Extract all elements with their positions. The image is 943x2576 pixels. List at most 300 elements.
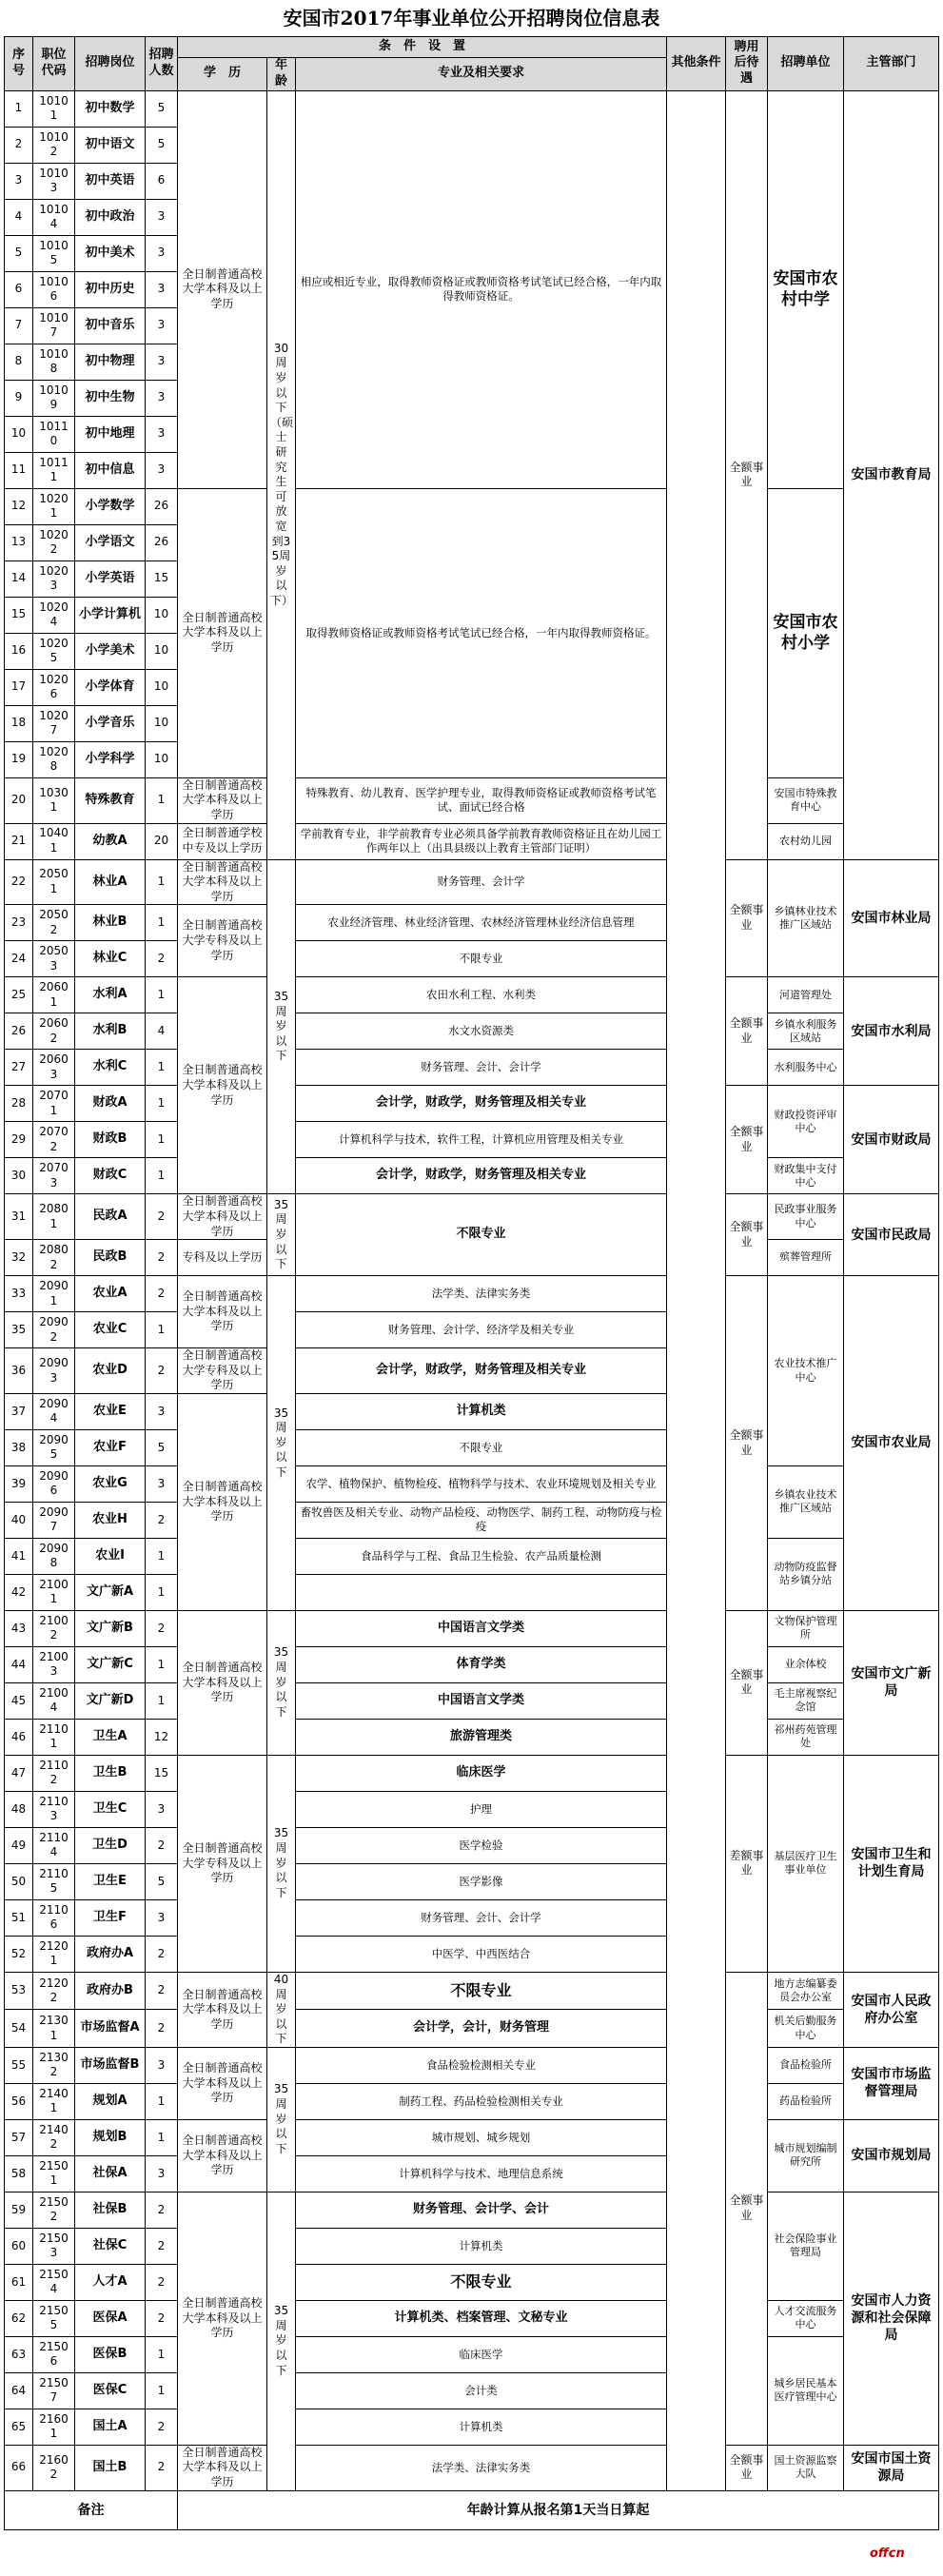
table-row: [5, 1755, 939, 1791]
cell-code: 10109: [33, 380, 75, 416]
cell-post: 农业H: [75, 1502, 146, 1538]
cell-seq: 20: [5, 777, 33, 823]
cell-code: 21501: [33, 2155, 75, 2192]
table-row: [5, 1050, 939, 1086]
cell-post: 卫生C: [75, 1791, 146, 1827]
cell-unit: 乡镇水利服务区域站: [768, 1013, 844, 1050]
cell-post: 农业F: [75, 1429, 146, 1465]
cell-code: 21004: [33, 1682, 75, 1719]
cell-code: 21101: [33, 1719, 75, 1755]
cell-code: 10110: [33, 416, 75, 452]
cell-count: 10: [146, 741, 178, 777]
cell-code: 20906: [33, 1465, 75, 1502]
cell-count: 1: [146, 2372, 178, 2409]
cell-maj: 计算机类: [296, 1393, 667, 1429]
cell-post: 农业I: [75, 1538, 146, 1574]
header-other: 其他条件: [667, 37, 726, 91]
cell-seq: 30: [5, 1158, 33, 1194]
header-seq: 序号: [5, 37, 33, 91]
cell-edu: 专科及以上学历: [178, 1240, 267, 1276]
cell-post: 医保A: [75, 2300, 146, 2336]
cell-unit: 基层医疗卫生事业单位: [768, 1755, 844, 1972]
cell-seq: 48: [5, 1791, 33, 1827]
cell-seq: 51: [5, 1899, 33, 1936]
cell-nat: 全额事业: [726, 90, 768, 859]
cell-age: 35周岁以下: [267, 859, 296, 1194]
cell-nat: 全额事业: [726, 1086, 768, 1194]
table-row: [5, 1086, 939, 1122]
cell-edu: 全日制普通高校大学专科及以上学历: [178, 1755, 267, 1972]
cell-post: 初中数学: [75, 90, 146, 127]
table-row: [5, 2300, 939, 2336]
cell-code: 10301: [33, 777, 75, 823]
cell-nat: 全额事业: [726, 1194, 768, 1276]
cell-count: 3: [146, 271, 178, 307]
cell-age: 30周岁以下（硕士研究生可放宽到35周岁以下）: [267, 90, 296, 859]
cell-count: 26: [146, 524, 178, 560]
cell-maj: 财务管理、会计、会计学: [296, 1899, 667, 1936]
cell-post: 财政C: [75, 1158, 146, 1194]
cell-post: 初中英语: [75, 163, 146, 199]
cell-nat: 全额事业: [726, 1276, 768, 1611]
cell-code: 21503: [33, 2228, 75, 2264]
cell-edu: 全日制普通高校大学本科及以上学历: [178, 1393, 267, 1610]
cell-code: 20907: [33, 1502, 75, 1538]
cell-post: 小学数学: [75, 488, 146, 524]
cell-unit: 人才交流服务中心: [768, 2300, 844, 2336]
cell-count: 1: [146, 2083, 178, 2119]
cell-seq: 28: [5, 1086, 33, 1122]
cell-code: 10105: [33, 235, 75, 271]
cell-dept: 安国市教育局: [844, 90, 939, 859]
cell-count: 2: [146, 1502, 178, 1538]
header-nature: 聘用后待遇: [726, 37, 768, 91]
cell-count: 12: [146, 1719, 178, 1755]
table-row: [5, 1610, 939, 1646]
cell-seq: 59: [5, 2192, 33, 2228]
cell-post: 社保B: [75, 2192, 146, 2228]
cell-count: 2: [146, 2010, 178, 2047]
cell-post: 卫生F: [75, 1899, 146, 1936]
cell-maj: 护理: [296, 1791, 667, 1827]
cell-maj: 财务管理、会计学、会计: [296, 2192, 667, 2228]
cell-edu: 全日制普通高校大学本科及以上学历: [178, 2119, 267, 2192]
cell-maj: 法学类、法律实务类: [296, 1276, 667, 1312]
table-row: [5, 859, 939, 905]
cell-count: 3: [146, 1791, 178, 1827]
cell-seq: 1: [5, 90, 33, 127]
cell-seq: 63: [5, 2336, 33, 2372]
cell-code: 10205: [33, 633, 75, 669]
cell-seq: 33: [5, 1276, 33, 1312]
table-row: [5, 1538, 939, 1574]
cell-seq: 11: [5, 452, 33, 488]
table-row: [5, 777, 939, 823]
cell-count: 15: [146, 1755, 178, 1791]
cell-count: 2: [146, 2409, 178, 2445]
cell-count: 1: [146, 1050, 178, 1086]
cell-unit: 地方志编纂委员会办公室: [768, 1972, 844, 2009]
cell-edu: 全日制普通学校中专及以上学历: [178, 823, 267, 859]
header-unit: 招聘单位: [768, 37, 844, 91]
cell-unit: 动物防疫监督站乡镇分站: [768, 1538, 844, 1610]
cell-code: 21506: [33, 2336, 75, 2372]
cell-maj: 特殊教育、幼儿教育、医学护理专业，取得教师资格证或教师资格考试笔试、面试已经合格: [296, 777, 667, 823]
cell-code: 20503: [33, 941, 75, 977]
cell-unit: 祁州药苑管理处: [768, 1719, 844, 1755]
cell-count: 1: [146, 1646, 178, 1682]
cell-maj: 临床医学: [296, 1755, 667, 1791]
cell-code: 21104: [33, 1827, 75, 1863]
cell-oth: [667, 90, 726, 2490]
cell-seq: 39: [5, 1465, 33, 1502]
cell-code: 10108: [33, 344, 75, 380]
cell-seq: 25: [5, 977, 33, 1013]
cell-unit: 机关后勤服务中心: [768, 2010, 844, 2047]
cell-count: 10: [146, 669, 178, 705]
cell-unit: 乡镇农业技术推广区域站: [768, 1465, 844, 1538]
cell-seq: 43: [5, 1610, 33, 1646]
cell-edu: 全日制普通高校大学本科及以上学历: [178, 2192, 267, 2445]
cell-maj: 计算机类: [296, 2228, 667, 2264]
cell-seq: 9: [5, 380, 33, 416]
cell-maj: 体育学类: [296, 1646, 667, 1682]
cell-code: 20701: [33, 1086, 75, 1122]
cell-code: 20905: [33, 1429, 75, 1465]
cell-seq: 4: [5, 199, 33, 235]
cell-edu: 全日制普通高校大学本科及以上学历: [178, 977, 267, 1194]
cell-unit: 社会保险事业管理局: [768, 2192, 844, 2300]
cell-seq: 32: [5, 1240, 33, 1276]
cell-edu: 全日制普通高校大学专科及以上学历: [178, 1348, 267, 1394]
cell-post: 卫生B: [75, 1755, 146, 1791]
cell-edu: 全日制普通高校大学本科及以上学历: [178, 1610, 267, 1755]
cell-seq: 49: [5, 1827, 33, 1863]
cell-seq: 27: [5, 1050, 33, 1086]
cell-post: 小学科学: [75, 741, 146, 777]
cell-seq: 13: [5, 524, 33, 560]
cell-count: 2: [146, 1194, 178, 1240]
cell-edu: 全日制普通高校大学本科及以上学历: [178, 859, 267, 905]
cell-post: 卫生E: [75, 1863, 146, 1899]
cell-unit: 国土资源监察大队: [768, 2445, 844, 2490]
cell-seq: 6: [5, 271, 33, 307]
cell-code: 20603: [33, 1050, 75, 1086]
cell-dept: 安国市人力资源和社会保障局: [844, 2192, 939, 2445]
cell-count: 3: [146, 380, 178, 416]
cell-code: 10207: [33, 705, 75, 741]
cell-count: 2: [146, 1348, 178, 1394]
cell-code: 20908: [33, 1538, 75, 1574]
cell-count: 10: [146, 633, 178, 669]
cell-count: 1: [146, 2336, 178, 2372]
cell-code: 10208: [33, 741, 75, 777]
cell-code: 21201: [33, 1936, 75, 1972]
cell-count: 3: [146, 344, 178, 380]
cell-edu: 全日制普通高校大学本科及以上学历: [178, 90, 267, 488]
cell-code: 20901: [33, 1276, 75, 1312]
cell-maj: 中医学、中西医结合: [296, 1936, 667, 1972]
cell-count: 1: [146, 977, 178, 1013]
cell-post: 社保C: [75, 2228, 146, 2264]
cell-post: 初中语文: [75, 127, 146, 163]
cell-code: 21402: [33, 2119, 75, 2155]
cell-post: 规划B: [75, 2119, 146, 2155]
cell-seq: 57: [5, 2119, 33, 2155]
cell-unit: 农业技术推广中心: [768, 1276, 844, 1466]
cell-seq: 19: [5, 741, 33, 777]
cell-maj: 会计学，会计，财务管理: [296, 2010, 667, 2047]
cell-post: 人才A: [75, 2264, 146, 2300]
cell-dept: 安国市农业局: [844, 1276, 939, 1611]
cell-post: 国土B: [75, 2445, 146, 2490]
cell-count: 3: [146, 2047, 178, 2083]
cell-count: 4: [146, 1013, 178, 1050]
cell-post: 初中物理: [75, 344, 146, 380]
cell-code: 20502: [33, 905, 75, 941]
cell-seq: 29: [5, 1122, 33, 1158]
cell-seq: 58: [5, 2155, 33, 2192]
cell-seq: 42: [5, 1574, 33, 1610]
cell-maj: 食品科学与工程、食品卫生检验、农产品质量检测: [296, 1538, 667, 1574]
cell-maj: 计算机类: [296, 2409, 667, 2445]
cell-code: 10206: [33, 669, 75, 705]
cell-unit: 财政投资评审中心: [768, 1086, 844, 1158]
cell-seq: 38: [5, 1429, 33, 1465]
cell-count: 1: [146, 905, 178, 941]
cell-unit: 药品检验所: [768, 2083, 844, 2119]
cell-count: 1: [146, 2119, 178, 2155]
cell-maj: 中国语言文学类: [296, 1682, 667, 1719]
cell-count: 10: [146, 705, 178, 741]
header-code: 职位代码: [33, 37, 75, 91]
cell-nat: 全额事业: [726, 2445, 768, 2490]
cell-code: 20802: [33, 1240, 75, 1276]
cell-seq: 5: [5, 235, 33, 271]
cell-post: 市场监督B: [75, 2047, 146, 2083]
cell-post: 民政B: [75, 1240, 146, 1276]
cell-edu: 全日制普通高校大学本科及以上学历: [178, 488, 267, 777]
cell-maj: 不限专业: [296, 1194, 667, 1276]
cell-count: 6: [146, 163, 178, 199]
cell-count: 1: [146, 1682, 178, 1719]
cell-seq: 8: [5, 344, 33, 380]
cell-count: 3: [146, 1465, 178, 1502]
cell-seq: 15: [5, 597, 33, 633]
cell-post: 卫生A: [75, 1719, 146, 1755]
cell-count: 1: [146, 1158, 178, 1194]
cell-count: 3: [146, 235, 178, 271]
cell-count: 2: [146, 2192, 178, 2228]
header-major: 专业及相关要求: [296, 58, 667, 91]
cell-count: 10: [146, 597, 178, 633]
cell-count: 1: [146, 859, 178, 905]
note-label: 备注: [5, 2490, 178, 2529]
cell-code: 20801: [33, 1194, 75, 1240]
cell-unit: 城乡居民基本医疗管理中心: [768, 2336, 844, 2445]
cell-count: 3: [146, 307, 178, 344]
cell-unit: 安国市特殊教育中心: [768, 777, 844, 823]
cell-code: 21602: [33, 2445, 75, 2490]
cell-count: 2: [146, 1276, 178, 1312]
cell-maj: 不限专业: [296, 1429, 667, 1465]
cell-post: 医保B: [75, 2336, 146, 2372]
cell-seq: 24: [5, 941, 33, 977]
cell-seq: 31: [5, 1194, 33, 1240]
cell-maj: 法学类、法律实务类: [296, 2445, 667, 2490]
cell-unit: 业余体校: [768, 1646, 844, 1682]
cell-code: 20703: [33, 1158, 75, 1194]
cell-dept: 安国市卫生和计划生育局: [844, 1755, 939, 1972]
note-text: 年龄计算从报名第1天当日算起: [178, 2490, 939, 2529]
table-row: [5, 488, 939, 524]
cell-post: 初中政治: [75, 199, 146, 235]
cell-maj: 会计学，财政学，财务管理及相关专业: [296, 1086, 667, 1122]
table-row: [5, 1972, 939, 2009]
cell-count: 5: [146, 1429, 178, 1465]
cell-count: 3: [146, 416, 178, 452]
cell-seq: 55: [5, 2047, 33, 2083]
cell-maj: 食品检验检测相关专业: [296, 2047, 667, 2083]
header-post: 招聘岗位: [75, 37, 146, 91]
cell-count: 2: [146, 2445, 178, 2490]
header-dept: 主管部门: [844, 37, 939, 91]
page-title: 安国市2017年事业单位公开招聘岗位信息表: [283, 7, 660, 29]
cell-code: 10102: [33, 127, 75, 163]
header-education: 学 历: [178, 58, 267, 91]
cell-age: 35周岁以下: [267, 1276, 296, 1611]
cell-code: 10111: [33, 452, 75, 488]
cell-seq: 10: [5, 416, 33, 452]
cell-count: 3: [146, 1899, 178, 1936]
cell-code: 20902: [33, 1312, 75, 1348]
cell-unit: 毛主席视察纪念馆: [768, 1682, 844, 1719]
cell-unit: 民政事业服务中心: [768, 1194, 844, 1240]
cell-seq: 61: [5, 2264, 33, 2300]
cell-post: 规划A: [75, 2083, 146, 2119]
cell-dept: 安国市人民政府办公室: [844, 1972, 939, 2047]
cell-maj: 中国语言文学类: [296, 1610, 667, 1646]
cell-dept: 安国市文广新局: [844, 1610, 939, 1755]
cell-post: 小学英语: [75, 560, 146, 597]
cell-post: 医保C: [75, 2372, 146, 2409]
cell-post: 农业D: [75, 1348, 146, 1394]
cell-code: 10104: [33, 199, 75, 235]
cell-code: 10401: [33, 823, 75, 859]
cell-edu: 全日制普通高校大学本科及以上学历: [178, 1972, 267, 2047]
cell-post: 特殊教育: [75, 777, 146, 823]
job-table: [4, 36, 939, 2530]
cell-maj: 计算机类、档案管理、文秘专业: [296, 2300, 667, 2336]
cell-seq: 26: [5, 1013, 33, 1050]
cell-seq: 45: [5, 1682, 33, 1719]
cell-count: 15: [146, 560, 178, 597]
cell-code: 10201: [33, 488, 75, 524]
cell-count: 1: [146, 1574, 178, 1610]
cell-count: 3: [146, 452, 178, 488]
cell-seq: 36: [5, 1348, 33, 1394]
cell-code: 21505: [33, 2300, 75, 2336]
header-conditions: 条 件 设 置: [178, 37, 667, 58]
cell-post: 幼教A: [75, 823, 146, 859]
cell-post: 民政A: [75, 1194, 146, 1240]
cell-code: 21102: [33, 1755, 75, 1791]
cell-seq: 46: [5, 1719, 33, 1755]
cell-maj: 计算机科学与技术，软件工程，计算机应用管理及相关专业: [296, 1122, 667, 1158]
cell-unit: 食品检验所: [768, 2047, 844, 2083]
cell-code: 20601: [33, 977, 75, 1013]
cell-seq: 47: [5, 1755, 33, 1791]
cell-unit: 城市规划编制研究所: [768, 2119, 844, 2192]
cell-post: 水利C: [75, 1050, 146, 1086]
cell-code: 21302: [33, 2047, 75, 2083]
cell-post: 文广新D: [75, 1682, 146, 1719]
cell-seq: 60: [5, 2228, 33, 2264]
cell-count: 1: [146, 1122, 178, 1158]
cell-age: 35周岁以下: [267, 1610, 296, 1755]
cell-maj: 学前教育专业，非学前教育专业必须具备学前教育教师资格证且在幼儿园工作两年以上（出具县级以上教育主管部门证明）: [296, 823, 667, 859]
cell-maj: 畜牧兽医及相关专业、动物产品检疫、动物医学、制药工程、动物防疫与检疫: [296, 1502, 667, 1538]
cell-code: 21601: [33, 2409, 75, 2445]
cell-post: 农业C: [75, 1312, 146, 1348]
cell-post: 卫生D: [75, 1827, 146, 1863]
cell-edu: 全日制普通高校大学本科及以上学历: [178, 1194, 267, 1240]
cell-post: 初中美术: [75, 235, 146, 271]
cell-post: 农业G: [75, 1465, 146, 1502]
cell-unit: 财政集中支付中心: [768, 1158, 844, 1194]
cell-post: 市场监督A: [75, 2010, 146, 2047]
cell-dept: 安国市民政局: [844, 1194, 939, 1276]
cell-edu: 全日制普通高校大学本科及以上学历: [178, 777, 267, 823]
cell-seq: 7: [5, 307, 33, 344]
cell-code: 21103: [33, 1791, 75, 1827]
cell-count: 2: [146, 2300, 178, 2336]
cell-code: 10203: [33, 560, 75, 597]
cell-count: 2: [146, 1240, 178, 1276]
cell-count: 26: [146, 488, 178, 524]
cell-seq: 65: [5, 2409, 33, 2445]
table-row: [5, 90, 939, 127]
cell-code: 21001: [33, 1574, 75, 1610]
cell-count: 1: [146, 1538, 178, 1574]
cell-maj: 会计学，财政学，财务管理及相关专业: [296, 1158, 667, 1194]
cell-seq: 18: [5, 705, 33, 741]
cell-seq: 54: [5, 2010, 33, 2047]
table-row: [5, 2192, 939, 2228]
cell-post: 农业E: [75, 1393, 146, 1429]
cell-code: 20501: [33, 859, 75, 905]
cell-maj: 农学、植物保护、植物检疫、植物科学与技术、农业环境规划及相关专业: [296, 1465, 667, 1502]
cell-maj: 不限专业: [296, 941, 667, 977]
cell-maj: 医学影像: [296, 1863, 667, 1899]
table-row: [5, 1013, 939, 1050]
cell-post: 初中历史: [75, 271, 146, 307]
cell-code: 21502: [33, 2192, 75, 2228]
cell-seq: 64: [5, 2372, 33, 2409]
cell-maj: 取得教师资格证或教师资格考试笔试已经合格，一年内取得教师资格证。: [296, 488, 667, 777]
cell-post: 财政A: [75, 1086, 146, 1122]
cell-seq: 12: [5, 488, 33, 524]
cell-dept: 安国市规划局: [844, 2119, 939, 2192]
cell-age: 35周岁以下: [267, 2192, 296, 2490]
cell-dept: 安国市国土资源局: [844, 2445, 939, 2490]
cell-post: 初中地理: [75, 416, 146, 452]
cell-code: 21003: [33, 1646, 75, 1682]
cell-code: 21002: [33, 1610, 75, 1646]
cell-count: 3: [146, 1393, 178, 1429]
cell-seq: 52: [5, 1936, 33, 1972]
table-row: [5, 1465, 939, 1502]
